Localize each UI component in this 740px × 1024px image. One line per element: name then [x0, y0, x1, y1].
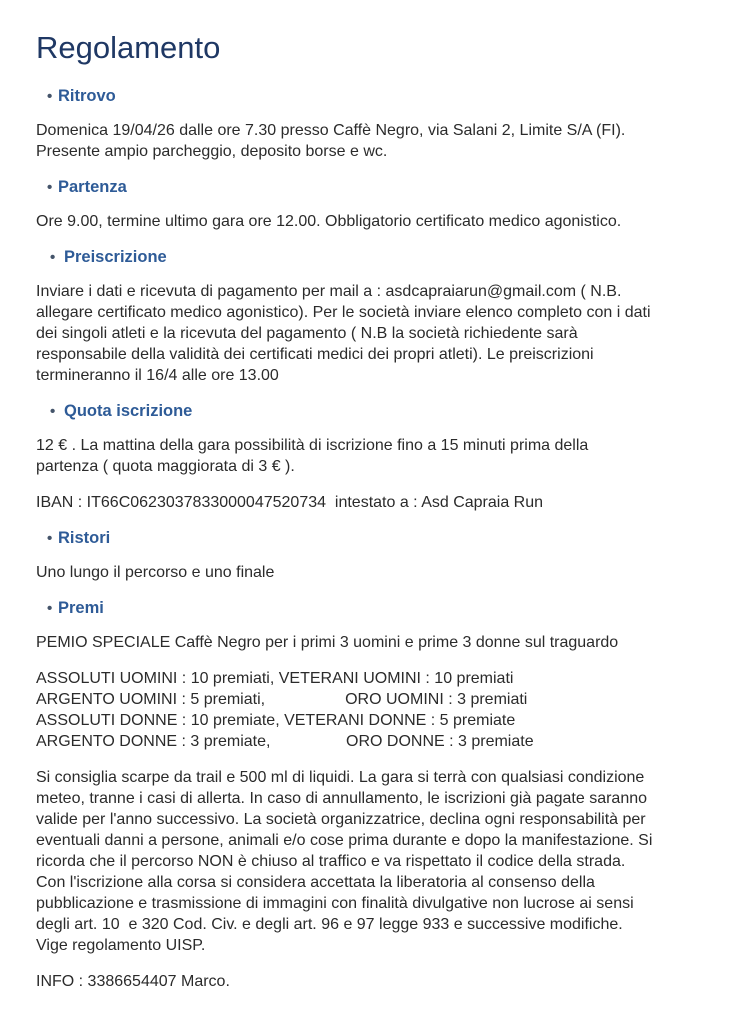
paragraph-prize-list — [36, 668, 714, 752]
text-line: allegare certificato medico agonistico). Per le società inviare elenco completo con i dati — [36, 304, 651, 321]
bullet-icon: • — [47, 600, 53, 617]
text-line: Ore 9.00, termine ultimo gara ore 12.00. Obbligatorio certificato medico agonistico. — [36, 213, 622, 230]
text-line: pubblicazione e trasmissione di immagini con finalità divulgative non lucrose ai sensi — [36, 895, 634, 912]
text-line: degli art. 10 e 320 Cod. Civ. e degli art. 96 e 97 legge 933 e successive modifiche. — [36, 916, 623, 933]
text-line: PEMIO SPECIALE Caffè Negro per i primi 3 uomini e prime 3 donne sul traguardo — [36, 634, 619, 651]
prize-line: ARGENTO DONNE : 3 premiate, ORO DONNE : 3 premiate — [36, 733, 534, 750]
text-line: Si consiglia scarpe da trail e 500 ml di liquidi. La gara si terrà con qualsiasi condizione — [36, 769, 645, 786]
prize-line: ASSOLUTI UOMINI : 10 premiati, VETERANI UOMINI : 10 premiati — [36, 670, 514, 687]
section-heading-ritrovo — [36, 88, 714, 105]
bullet-icon: • — [47, 179, 53, 196]
paragraph-disclaimer — [36, 767, 714, 956]
text-line: 12 € . La mattina della gara possibilità di iscrizione fino a 15 minuti prima della — [36, 437, 589, 454]
paragraph-ristori — [36, 562, 714, 583]
paragraph-preiscrizione — [36, 281, 714, 386]
text-line: Inviare i dati e ricevuta di pagamento per mail a : asdcapraiarun@gmail.com ( N.B. — [36, 283, 622, 300]
section-heading-partenza — [36, 179, 714, 196]
paragraph-iban — [36, 492, 714, 513]
text-line: meteo, tranne i casi di allerta. In caso di annullamento, le iscrizioni già pagate saranno — [36, 790, 648, 807]
bullet-icon: • — [50, 249, 56, 266]
section-heading-premi — [36, 600, 714, 617]
page-title: Regolamento — [36, 30, 221, 65]
paragraph-premio-speciale — [36, 632, 714, 653]
section-heading-preiscrizione — [36, 249, 714, 266]
text-line: Domenica 19/04/26 dalle ore 7.30 presso Caffè Negro, via Salani 2, Limite S/A (FI). — [36, 122, 626, 139]
text-line: termineranno il 16/4 alle ore 13.00 — [36, 367, 279, 384]
prize-line: ASSOLUTI DONNE : 10 premiate, VETERANI DONNE : 5 premiate — [36, 712, 516, 729]
text-line: dei singoli atleti e la ricevuta del pagamento ( N.B la società richiedente sarà — [36, 325, 578, 342]
paragraph-info-contact — [36, 971, 714, 992]
text-line: valide per l'anno successivo. La società organizzatrice, declina ogni responsabilità per — [36, 811, 646, 828]
paragraph-partenza — [36, 211, 714, 232]
section-heading-quota-iscrizione — [36, 403, 714, 420]
bullet-icon: • — [50, 403, 56, 420]
bullet-icon: • — [47, 88, 53, 105]
text-line: Con l'iscrizione alla corsa si considera accettata la liberatoria al consenso della — [36, 874, 595, 891]
text-line: Uno lungo il percorso e uno finale — [36, 564, 275, 581]
heading-label: Ristori — [58, 529, 111, 547]
text-line: partenza ( quota maggiorata di 3 € ). — [36, 458, 295, 475]
text-line: Presente ampio parcheggio, deposito borse e wc. — [36, 143, 388, 160]
heading-label: Premi — [58, 599, 104, 617]
text-line: ricorda che il percorso NON è chiuso al traffico e va rispettato il codice della strada. — [36, 853, 626, 870]
heading-label: Preiscrizione — [64, 248, 167, 266]
paragraph-ritrovo — [36, 120, 714, 162]
text-line: Vige regolamento UISP. — [36, 937, 206, 954]
info-line: INFO : 3386654407 Marco. — [36, 973, 230, 990]
text-line: responsabile della validità dei certificati medici dei propri atleti). Le preiscrizioni — [36, 346, 594, 363]
heading-label: Ritrovo — [58, 87, 116, 105]
iban-line: IBAN : IT66C0623037833000047520734 intestato a : Asd Capraia Run — [36, 494, 544, 511]
heading-label: Quota iscrizione — [64, 402, 193, 420]
prize-line: ARGENTO UOMINI : 5 premiati, ORO UOMINI : 3 premiati — [36, 691, 528, 708]
section-heading-ristori — [36, 530, 714, 547]
paragraph-quota-iscrizione — [36, 435, 714, 477]
bullet-icon: • — [47, 530, 53, 547]
heading-label: Partenza — [58, 178, 127, 196]
text-line: eventuali danni a persone, animali e/o cose prima durante e dopo la manifestazione. Si — [36, 832, 653, 849]
